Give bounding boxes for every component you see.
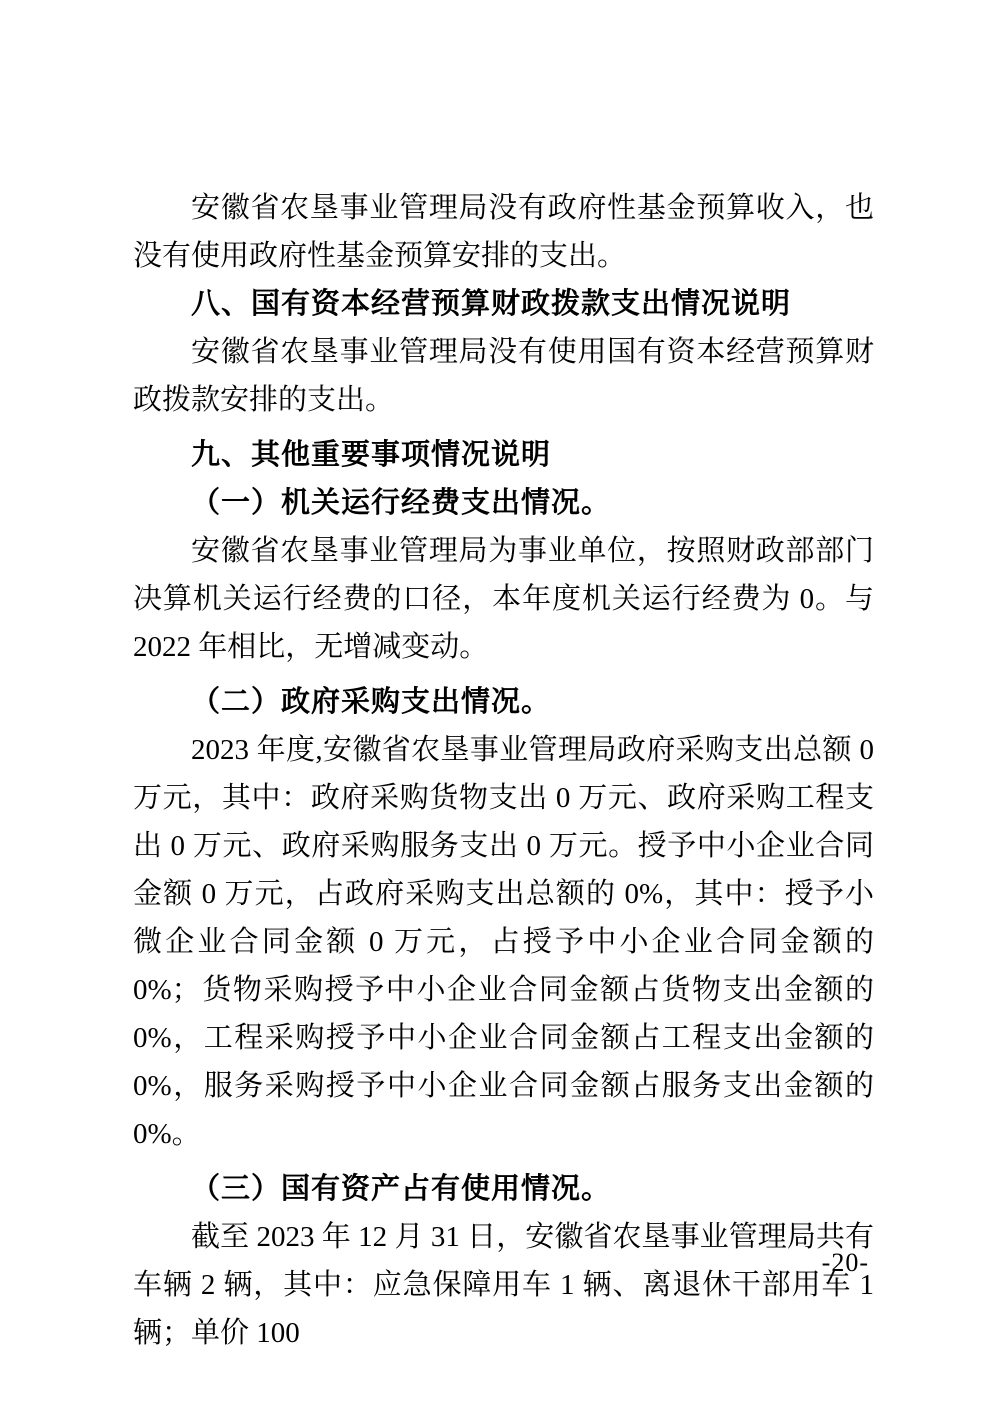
paragraph-state-assets: 截至 2023 年 12 月 31 日，安徽省农垦事业管理局共有车辆 2 辆，其中：应急保障用车 1 辆、离退休干部用车 1 辆；单价 100 [133,1221,874,1349]
paragraph-operating-expense: 安徽省农垦事业管理局为事业单位，按照财政部部门决算机关运行经费的口径，本年度机关运行经费为 0。与 2022 年相比，无增减变动。 [133,535,874,663]
subsection-heading-two: （二）政府采购支出情况。 [191,686,552,718]
section-heading-eight: 八、国有资本经营预算财政拨款支出情况说明 [191,288,792,320]
paragraph-procurement: 2023 年度,安徽省农垦事业管理局政府采购支出总额 0 万元，其中：政府采购货物支出 0 万元、政府采购工程支出 0 万元、政府采购服务支出 0 万元。授予中小企业合同金额 0 万元，占政府采购支出总额的 0%，其中：授予小微企业合同金额 0 万元，占授予中小企业合同金额的 0%；货物采购授予中小企业合同金额占货物支出金额的 0%，工程采购授予中小企业合同金额占工程支出金额的 0%，服务采购授予中小企业合同金额占服务支出金额的 0%。 [133,734,874,1150]
paragraph-state-capital: 安徽省农垦事业管理局没有使用国有资本经营预算财政拨款安排的支出。 [133,336,874,416]
page-number: -20- [821,1248,869,1277]
subsection-heading-one: （一）机关运行经费支出情况。 [191,487,612,519]
subsection-heading-three: （三）国有资产占有使用情况。 [191,1173,612,1205]
paragraph-gov-fund: 安徽省农垦事业管理局没有政府性基金预算收入，也没有使用政府性基金预算安排的支出。 [133,192,874,272]
section-heading-nine: 九、其他重要事项情况说明 [191,439,552,471]
page-content [133,184,874,1357]
